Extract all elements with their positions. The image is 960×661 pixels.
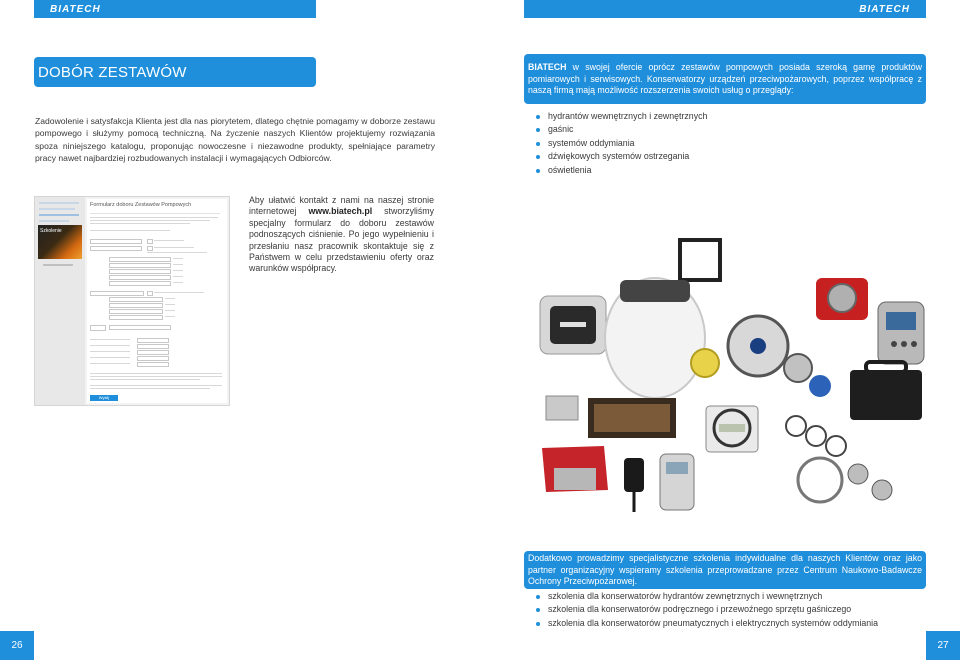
hose-fittings-icon — [798, 458, 892, 502]
page-title: DOBÓR ZESTAWÓW — [38, 64, 187, 81]
intro-text: w swojej ofercie oprócz zestawów pompowych posiada szeroką gamę produktów pomiarowych i serwisowych. Konserwatorzy urządzeń przeciwpożarowych, poprzez współpracę z naszą firmą mają możliwość rozszerzenia swoich usług o przeglądy: — [528, 62, 922, 96]
submit-button-mock: Wyślij — [90, 395, 118, 401]
hose-reel-icon — [728, 316, 832, 398]
screenshot-sidebar — [35, 197, 85, 405]
list-item: dźwiękowych systemów ostrzegania — [532, 150, 707, 163]
website-link[interactable]: www.biatech.pl — [308, 206, 373, 217]
list-item: gaśnic — [532, 123, 707, 136]
list-item: systemów oddymiania — [532, 137, 707, 150]
anemometer-icon — [624, 458, 644, 512]
list-item: oświetlenia — [532, 164, 707, 177]
header-bar-left — [34, 0, 316, 18]
contact-text-end: stworzyliśmy specjalny formularz do doboru zestawów podnoszących ciśnienie. Po jego wypełnieniu i przesłaniu nasz pracownik skontaktuje się z Państwem w celu przedstawieniu oferty oraz warunków współpracy. — [249, 206, 434, 274]
list-item: szkolenia dla konserwatorów podręcznego i przewoźnego sprzętu gaśniczego — [532, 603, 878, 616]
handheld-meter-icon — [660, 454, 694, 510]
website-form-screenshot — [34, 196, 230, 406]
intro-paragraph: Zadowolenie i satysfakcja Klienta jest dla nas piorytetem, dlatego chętnie pomagamy w doborze zestawu pompowego i służymy pomocą techniczną. Na życzenie naszych Klientów projektujemy rozwiązania spoza niniejszego katalogu, proponując nowoczesne i niezawodne produkty, spełniające parametry pracy nawet najbardziej rozbudowanych instalacji i wymagających Odbiorców. — [35, 116, 435, 164]
bullet-icon — [536, 622, 540, 626]
page-number-left: 26 — [0, 631, 34, 660]
pressure-tank-icon — [605, 240, 720, 398]
list-item: szkolenia dla konserwatorów hydrantów zewnętrznych i wewnętrznych — [532, 590, 878, 603]
contact-paragraph — [249, 195, 434, 275]
digital-scale-icon — [542, 446, 608, 492]
tool-case-icon — [850, 362, 922, 420]
intro-brand: BIATECH — [528, 62, 567, 72]
section-title-box — [34, 57, 316, 87]
screenshot-main — [87, 199, 227, 403]
intro-box — [524, 54, 926, 104]
bullet-icon — [536, 128, 540, 132]
list-item: szkolenia dla konserwatorów pneumatycznych i elektrycznych systemów oddymiania — [532, 617, 878, 630]
digital-meter-icon — [878, 302, 924, 364]
banner-label: Szkolenie — [40, 228, 62, 234]
manometers-icon — [786, 416, 846, 456]
services-list — [532, 110, 707, 177]
bullet-icon — [536, 155, 540, 159]
tool-kit-icon — [546, 396, 676, 438]
training-box — [524, 551, 926, 589]
key-box-icon — [540, 296, 606, 354]
bullet-icon — [536, 608, 540, 612]
brand-logo: BIATECH — [50, 4, 101, 15]
page-number-right: 27 — [926, 631, 960, 660]
training-banner-image — [38, 225, 82, 259]
list-item: hydrantów wewnętrznych i zewnętrznych — [532, 110, 707, 123]
bullet-icon — [536, 169, 540, 173]
training-text: Dodatkowo prowadzimy specjalistyczne szkolenia indywidualne dla naszych Klientów oraz jako partner organizacyjny wspieramy szkolenia przeprowadzane przez Centrum Naukowo-Badawcze Ochrony Przeciwpożarowej. — [528, 553, 922, 587]
bullet-icon — [536, 115, 540, 119]
form-title: Formularz doboru Zestawów Pompowych — [90, 202, 192, 208]
bullet-icon — [536, 142, 540, 146]
red-pump-icon — [816, 278, 868, 320]
trainings-list — [532, 590, 878, 630]
products-collage-image — [520, 228, 940, 524]
contact-text-start: Aby ułatwić kontakt z nami na naszej stronie internetowej — [249, 195, 434, 217]
brand-logo: BIATECH — [859, 4, 910, 15]
pressure-gauge-icon — [706, 406, 758, 452]
header-bar-right — [524, 0, 926, 18]
bullet-icon — [536, 595, 540, 599]
